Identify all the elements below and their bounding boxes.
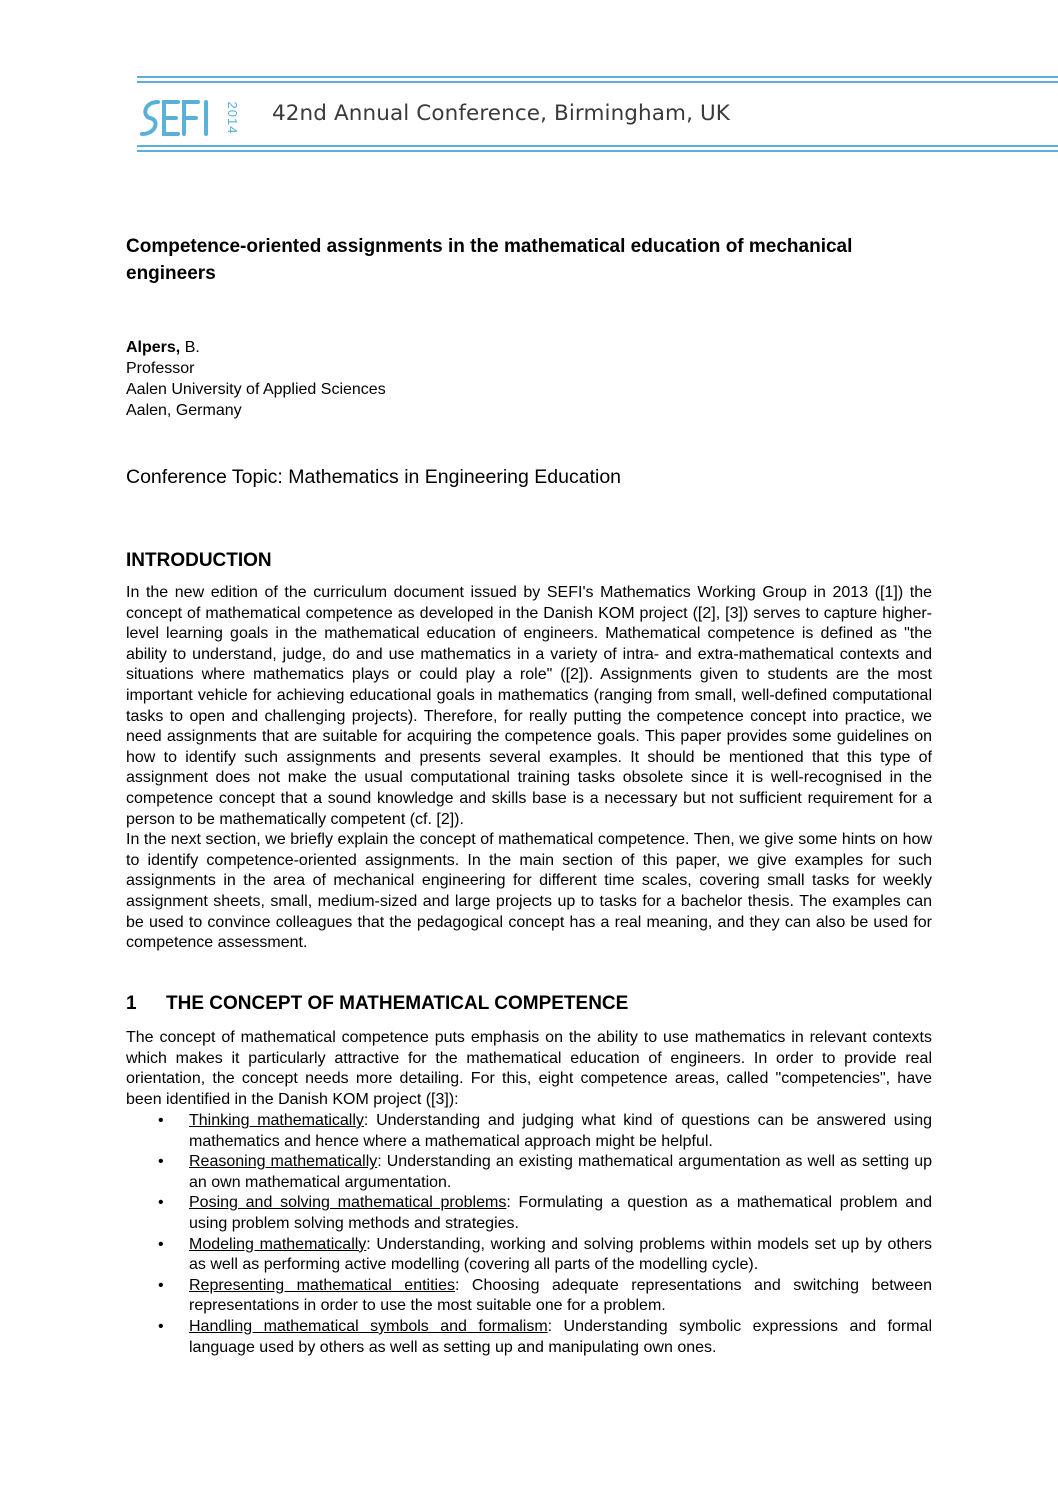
list-item xyxy=(126,1152,932,1193)
competency-term: Thinking mathematically xyxy=(189,1112,364,1129)
competency-term: Reasoning mathematically xyxy=(189,1153,378,1171)
section-number: 1 xyxy=(126,993,137,1014)
bullet-icon: • xyxy=(158,1235,164,1253)
intro-heading: INTRODUCTION xyxy=(126,550,272,571)
author-initial: B. xyxy=(180,339,200,356)
conference-topic: Conference Topic: Mathematics in Engineering Education xyxy=(126,466,622,488)
competency-description: : Formulating a question as a mathematical problem and using problem solving methods and strategies. xyxy=(189,1194,932,1232)
competency-description: : Understanding and judging what kind of questions can be answered using mathematics and hence where a mathematical approach might be helpful. xyxy=(189,1112,933,1150)
svg-text:2014: 2014 xyxy=(225,101,240,135)
competency-term: Modeling mathematically xyxy=(189,1235,367,1253)
competency-description: : Understanding an existing mathematical argumentation as well as setting up an own mathematical argumentation. xyxy=(189,1153,932,1191)
competency-term: Representing mathematical entities xyxy=(189,1276,455,1294)
bullet-icon: • xyxy=(158,1153,164,1171)
bullet-icon: • xyxy=(158,1112,164,1129)
bullet-icon: • xyxy=(158,1317,164,1335)
competency-description: : Choosing adequate representations and switching between representations in order to use the most suitable one for a problem. xyxy=(189,1276,933,1315)
author-affiliation: Aalen University of Applied Sciences xyxy=(126,381,386,398)
list-item xyxy=(126,1111,932,1152)
competency-term: Posing and solving mathematical problems xyxy=(189,1194,507,1212)
conference-title: 42nd Annual Conference, Birmingham, UK xyxy=(272,101,730,126)
author-position: Professor xyxy=(126,360,195,377)
section-title: THE CONCEPT OF MATHEMATICAL COMPETENCE xyxy=(166,993,629,1014)
section-1-heading xyxy=(126,993,628,1015)
list-item xyxy=(126,1317,932,1358)
intro-body xyxy=(126,583,932,954)
author-block xyxy=(126,337,386,421)
competency-description: : Understanding symbolic expressions and formal language used by others as well as setting up and manipulating own ones. xyxy=(189,1317,933,1356)
bullet-icon: • xyxy=(158,1276,164,1294)
competency-term: Handling mathematical symbols and formalism xyxy=(189,1317,548,1335)
section-1-paragraph-1: The concept of mathematical competence puts emphasis on the ability to use mathematics in relevant contexts which makes it particularly attractive for the mathematical education of engineers. In order to provide real orientation, the concept needs more detailing. For this, eight competence areas, called "competencies", have been identified in the Danish KOM project ([3]): xyxy=(126,1029,932,1108)
author-name: Alpers, xyxy=(126,339,181,356)
competencies-list xyxy=(126,1111,932,1358)
bullet-icon: • xyxy=(158,1194,164,1212)
intro-paragraph-2: In the next section, we briefly explain the concept of mathematical competence. Then, we give some hints on how to identify competence-oriented assignments. In the main section of this paper, we give examples for such assignments in the area of mechanical engineering for different time scales, covering small tasks for weekly assignment sheets, small, medium-sized and large projects up to tasks for a bachelor thesis. The examples can be used to convince colleagues that the pedagogical concept has a real meaning, and they can also be used for competence assessment. xyxy=(126,831,932,952)
list-item xyxy=(126,1193,932,1234)
paper-title: Competence-oriented assignments in the mathematical education of mechanical engineers xyxy=(126,236,853,284)
author-location: Aalen, Germany xyxy=(126,402,242,419)
section-1-body xyxy=(126,1028,932,1110)
list-item xyxy=(126,1235,932,1276)
intro-paragraph-1: In the new edition of the curriculum document issued by SEFI's Mathematics Working Group in 2013 ([1]) the concept of mathematical competence as developed in the Danish KOM project ([2], [3]) serves to capture higher-level learning goals in the mathematical education of engineers. Mathematical competence is defined as "the ability to understand, judge, do and use mathematics in a variety of intra- and extra-mathematical contexts and situations where mathematics plays or could play a role" ([2]). Assignments given to students are the most important vehicle for achieving educational goals in mathematics (ranging from small, well-defined computational tasks to open and challenging projects). Therefore, for really putting the competence concept into practice, we need assignments that are suitable for acquiring the competence goals. This paper provides some guidelines on how to identify such assignments and presents several examples. It should be mentioned that this type of assignment does not make the usual computational training tasks obsolete since it is well-recognised in the competence concept that a sound knowledge and skills base is a necessary but not sufficient requirement for a person to be mathematically competent (cf. [2]). xyxy=(126,584,932,828)
sefi-logo xyxy=(138,94,254,140)
competency-description: : Understanding, working and solving problems within models set up by others as well as performing active modelling (covering all parts of the modelling cycle). xyxy=(189,1235,932,1274)
list-item xyxy=(126,1276,932,1317)
header-rule-top xyxy=(137,76,1058,86)
header-rule-bottom xyxy=(137,145,1058,155)
